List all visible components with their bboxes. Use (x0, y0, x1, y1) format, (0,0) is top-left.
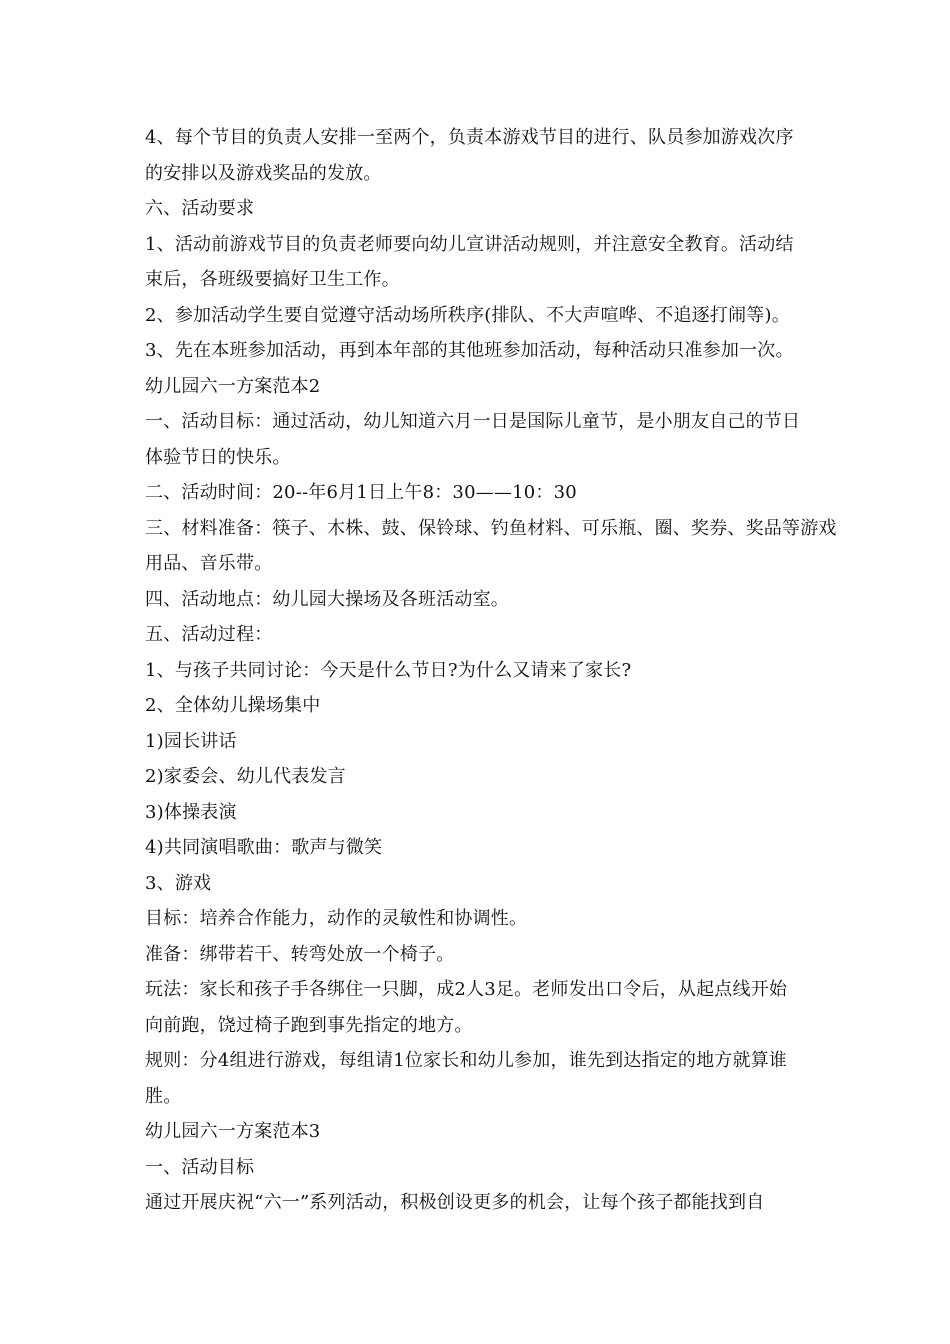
text-line: 2)家委会、幼儿代表发言 (145, 766, 346, 787)
text-line: 的安排以及游戏奖品的发放。 (145, 162, 382, 184)
document-title: 幼儿园六一方案范本2 (145, 375, 321, 397)
text-line: 束后，各班级要搞好卫生工作。 (145, 269, 400, 290)
text-line: 1、与孩子共同讨论：今天是什么节日?为什么又请来了家长? (145, 659, 632, 681)
text-line: 2、全体幼儿操场集中 (145, 695, 321, 716)
text-line: 玩法：家长和孩子手各绑住一只脚，成2人3足。老师发出口令后，从起点线开始 (145, 979, 788, 1000)
text-line: 二、活动时间：20--年6月1日上午8：30——10：30 (145, 482, 577, 503)
text-line: 向前跑，饶过椅子跑到事先指定的地方。 (145, 1014, 473, 1036)
document-title: 幼儿园六一方案范本3 (145, 1121, 321, 1142)
text-line: 准备：绑带若干、转弯处放一个椅子。 (145, 943, 455, 965)
text-line: 3、游戏 (145, 872, 212, 894)
section-heading: 六、活动要求 (145, 198, 255, 219)
text-line: 3)体操表演 (145, 801, 237, 823)
section-heading: 一、活动目标 (145, 1156, 255, 1178)
text-line: 一、活动目标：通过活动，幼儿知道六月一日是国际儿童节，是小朋友自己的节日 (145, 411, 801, 432)
text-line: 1)园长讲话 (145, 730, 237, 752)
text-line: 1、活动前游戏节目的负责老师要向幼儿宣讲活动规则，并注意安全教育。活动结 (145, 233, 794, 255)
text-line: 四、活动地点：幼儿园大操场及各班活动室。 (145, 588, 509, 610)
text-line: 通过开展庆祝“六一”系列活动，积极创设更多的机会，让每个孩子都能找到自 (145, 1192, 765, 1213)
section-heading: 五、活动过程： (145, 624, 273, 645)
text-line: 2、参加活动学生要自觉遵守活动场所秩序(排队、不大声喧哗、不追逐打闹等)。 (145, 304, 790, 326)
text-line: 目标：培养合作能力，动作的灵敏性和协调性。 (145, 908, 528, 929)
text-line: 三、材料准备：筷子、木株、鼓、保铃球、钓鱼材料、可乐瓶、圈、奖券、奖品等游戏 (145, 517, 837, 539)
text-line: 4)共同演唱歌曲：歌声与微笑 (145, 837, 383, 858)
text-line: 用品、音乐带。 (145, 553, 273, 574)
text-line: 胜。 (145, 1085, 182, 1107)
document-page (145, 120, 837, 1221)
text-line: 3、先在本班参加活动，再到本年部的其他班参加活动，每种活动只准参加一次。 (145, 340, 794, 361)
text-line: 体验节日的快乐。 (145, 446, 291, 468)
text-line: 规则：分4组进行游戏，每组请1位家长和幼儿参加，谁先到达指定的地方就算谁 (145, 1050, 788, 1071)
text-line: 4、每个节目的负责人安排一至两个，负责本游戏节目的进行、队员参加游戏次序 (145, 127, 794, 148)
